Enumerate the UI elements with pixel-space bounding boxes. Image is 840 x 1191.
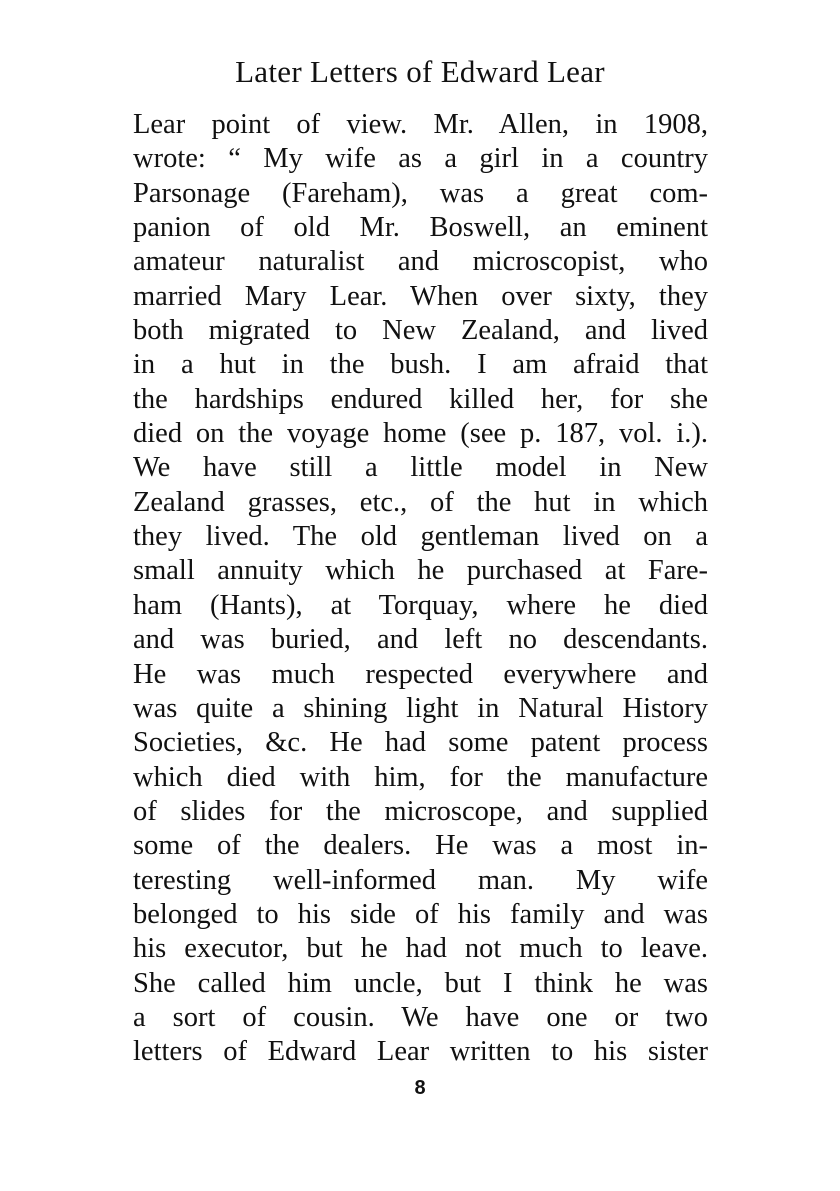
text-line: in a hut in the bush. I am afraid that bbox=[133, 349, 708, 381]
text-line: married Mary Lear. When over sixty, they bbox=[133, 280, 708, 312]
text-line: both migrated to New Zealand, and lived bbox=[133, 315, 708, 347]
text-line: teresting well-informed man. My wife bbox=[133, 864, 708, 896]
text-line: was quite a shining light in Natural History bbox=[133, 692, 708, 724]
text-line: ham (Hants), at Torquay, where he died bbox=[133, 589, 708, 621]
text-line: He was much respected everywhere and bbox=[133, 658, 708, 690]
text-line: some of the dealers. He was a most in- bbox=[133, 830, 708, 862]
running-head: Later Letters of Edward Lear bbox=[235, 54, 605, 89]
text-line: died on the voyage home (see p. 187, vol. i.). bbox=[133, 418, 708, 450]
text-line: Lear point of view. Mr. Allen, in 1908, bbox=[133, 109, 708, 140]
text-line: and was buried, and left no descendants. bbox=[133, 624, 708, 656]
text-line: She called him uncle, but I think he was bbox=[133, 967, 708, 999]
body-text bbox=[133, 108, 708, 1070]
text-line: letters of Edward Lear written to his sister bbox=[133, 1036, 708, 1068]
text-line: We have still a little model in New bbox=[133, 452, 708, 484]
text-line: Parsonage (Fareham), was a great com- bbox=[133, 177, 708, 209]
text-line: panion of old Mr. Boswell, an eminent bbox=[133, 212, 708, 244]
text-line: amateur naturalist and microscopist, who bbox=[133, 246, 708, 278]
text-line: small annuity which he purchased at Fare- bbox=[133, 555, 708, 587]
text-line: of slides for the microscope, and supplied bbox=[133, 795, 708, 827]
text-line: the hardships endured killed her, for she bbox=[133, 383, 708, 415]
text-line: a sort of cousin. We have one or two bbox=[133, 1001, 708, 1033]
text-line: Zealand grasses, etc., of the hut in which bbox=[133, 486, 708, 518]
text-line: they lived. The old gentleman lived on a bbox=[133, 521, 708, 553]
text-line: which died with him, for the manufacture bbox=[133, 761, 708, 793]
text-line: wrote: “ My wife as a girl in a country bbox=[133, 143, 708, 175]
text-line: Societies, &c. He had some patent process bbox=[133, 727, 708, 759]
page-number: 8 bbox=[414, 1077, 426, 1099]
text-line: his executor, but he had not much to leave. bbox=[133, 933, 708, 965]
text-line: belonged to his side of his family and was bbox=[133, 898, 708, 930]
